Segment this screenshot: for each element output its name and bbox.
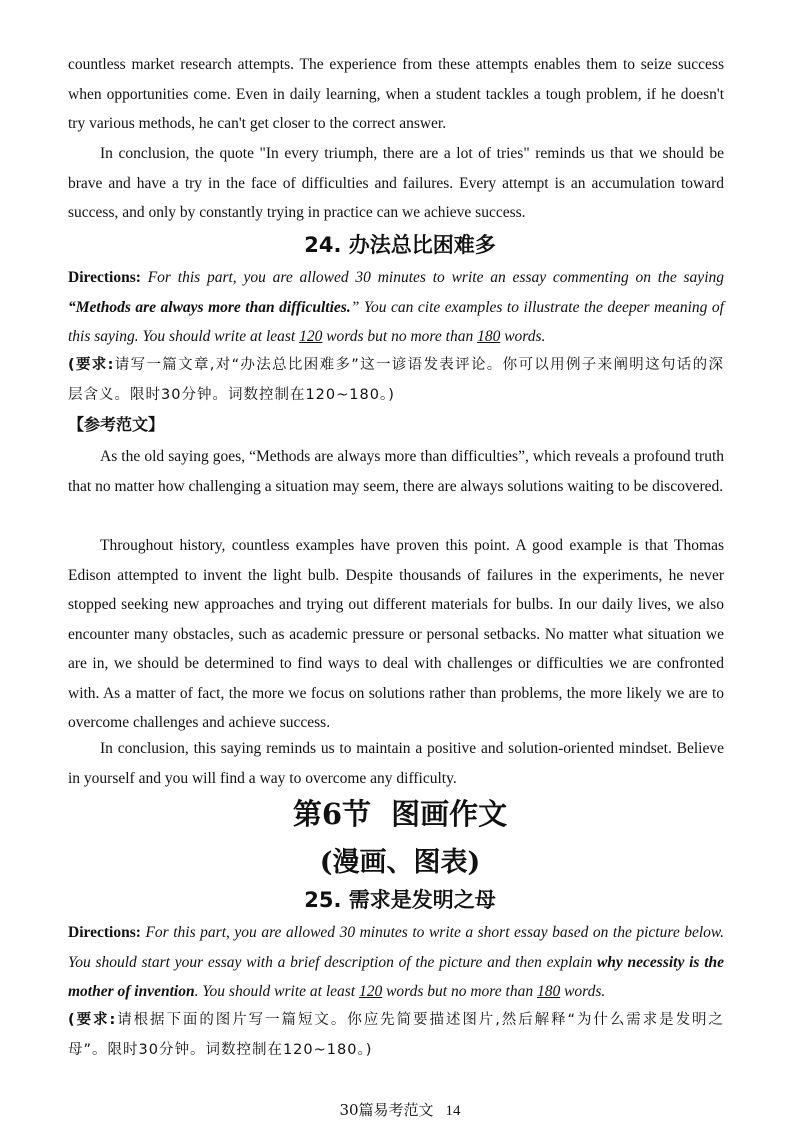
footer-book-title: 30篇易考范文: [339, 1101, 434, 1119]
page-footer: [0, 1099, 800, 1120]
requirement-text: 请根据下面的图片写一篇短文。你应先简要描述图片,然后解释“为什么需求是发明之母”。限时30分钟。词数控制在120~180。): [68, 1012, 724, 1058]
directions-text-2: . You should write at least: [194, 983, 359, 1000]
directions-text-4: words.: [560, 983, 606, 1000]
continued-paragraph: countless market research attempts. The experience from these attempts enables them to seize success when opportunities come. Even in daily learning, when a student tackles a tough problem, if he doesn't try various methods, he can't get closer to the correct answer.: [68, 56, 724, 132]
section-25-heading: 25. 需求是发明之母: [304, 888, 496, 912]
directions-text-1: For this part, you are allowed 30 minutes to write a short essay based on the picture below. You should start your essay with a brief description of the picture and then explain: [68, 924, 724, 971]
section-24-directions: [68, 263, 724, 352]
directions-bold-phrase: why necessity is the mother of invention: [68, 953, 724, 1000]
essay-paragraph-2: Throughout history, countless examples have proven this point. A good example is that Thomas Edison attempted to invent the light bulb. Despite thousands of failures in the experiments, he never stopped seeking new approaches and trying out different materials for bulbs. In our daily lives, we also encounter many obstacles, such as academic pressure or personal setbacks. No matter what situation we are in, we should be determined to find ways to deal with challenges or difficulties we are confronted with. As a matter of fact, the more we focus on solutions rather than problems, the more likely we are to overcome challenges and achieve success.: [68, 537, 724, 731]
section-25-requirement: [68, 1006, 724, 1065]
section-6-subtitle: (漫画、图表): [319, 847, 481, 878]
directions-text-3: words but no more than: [322, 328, 478, 345]
min-words: 120: [299, 328, 323, 345]
directions-text-3: words but no more than: [382, 983, 537, 1000]
reference-essay-label: 【参考范文】: [68, 415, 165, 434]
min-words: 120: [358, 983, 383, 1000]
directions-text-1: For this part, you are allowed 30 minutes to write an essay commenting on the saying: [140, 269, 724, 286]
max-words: 180: [477, 328, 501, 345]
requirement-label: (要求:: [68, 1012, 117, 1028]
essay-paragraph-3: In conclusion, this saying reminds us to maintain a positive and solution-oriented mindset. Believe in yourself and you will find a way to overcome any difficulty.: [68, 740, 724, 787]
directions-text-2: ” You can cite examples to illustrate the deeper meaning of this saying. You should write at least: [68, 298, 724, 345]
conclusion-paragraph: In conclusion, the quote "In every triumph, there are a lot of tries" reminds us that we should be brave and have a try in the face of difficulties and failures. Every attempt is an accumulation toward success, and only by constantly trying in practice can we achieve success.: [68, 145, 724, 221]
requirement-label: (要求:: [68, 357, 115, 373]
essay-paragraph-1: As the old saying goes, “Methods are always more than difficulties”, which reveals a profound truth that no matter how challenging a situation may seem, there are always solutions waiting to be discovered.: [68, 448, 724, 495]
section-24-heading: 24. 办法总比困难多: [304, 233, 496, 257]
footer-page-number: 14: [445, 1103, 461, 1119]
requirement-text: 请写一篇文章,对“办法总比困难多”这一谚语发表评论。你可以用例子来阐明这句话的深层含义。限时30分钟。词数控制在120~180。): [68, 357, 724, 403]
section-24-requirement: [68, 351, 724, 410]
directions-label: Directions:: [68, 269, 141, 286]
directions-text-4: words.: [500, 328, 546, 345]
section-6-title: 第6节 图画作文: [292, 797, 508, 831]
max-words: 180: [536, 983, 561, 1000]
directions-bold-saying: “Methods are always more than difficulties.: [68, 298, 351, 316]
section-25-directions: [68, 918, 724, 1007]
directions-label: Directions:: [68, 924, 141, 941]
